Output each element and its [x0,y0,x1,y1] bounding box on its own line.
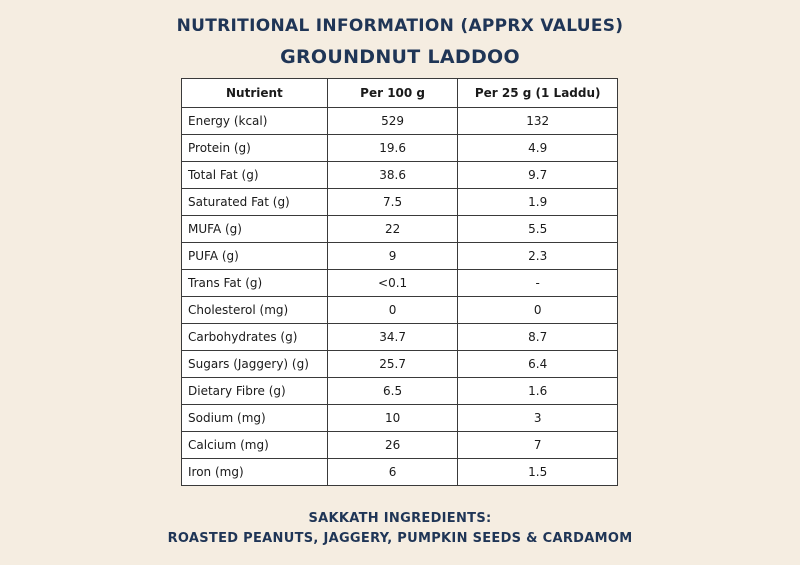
value-per-25g: 0 [458,297,618,324]
table-row [182,270,618,297]
value-per-25g: 2.3 [458,243,618,270]
value-per-100g: 6 [327,459,458,486]
value-per-25g: 1.5 [458,459,618,486]
table-row [182,162,618,189]
value-per-25g: 1.9 [458,189,618,216]
table-row [182,297,618,324]
value-per-100g: 0 [327,297,458,324]
nutrient-name: Trans Fat (g) [182,270,328,297]
page-title: NUTRITIONAL INFORMATION (APPRX VALUES) [176,16,624,36]
nutrient-name: Carbohydrates (g) [182,324,328,351]
value-per-25g: 3 [458,405,618,432]
value-per-100g: 25.7 [327,351,458,378]
nutrient-name: Cholesterol (mg) [182,297,328,324]
table-row [182,135,618,162]
table-row [182,459,618,486]
product-name: GROUNDNUT LADDOO [280,46,520,68]
value-per-100g: 10 [327,405,458,432]
table-row [182,216,618,243]
table-row [182,351,618,378]
value-per-25g: 4.9 [458,135,618,162]
nutrient-name: Sodium (mg) [182,405,328,432]
value-per-100g: 19.6 [327,135,458,162]
nutrient-name: Dietary Fibre (g) [182,378,328,405]
value-per-25g: - [458,270,618,297]
value-per-100g: <0.1 [327,270,458,297]
nutrient-name: Calcium (mg) [182,432,328,459]
table-row [182,324,618,351]
nutrient-name: Energy (kcal) [182,108,328,135]
column-header-nutrient: Nutrient [182,79,328,108]
nutrient-name: Total Fat (g) [182,162,328,189]
table-row [182,189,618,216]
value-per-25g: 5.5 [458,216,618,243]
value-per-100g: 7.5 [327,189,458,216]
value-per-25g: 132 [458,108,618,135]
value-per-100g: 26 [327,432,458,459]
table-row [182,432,618,459]
nutrient-name: MUFA (g) [182,216,328,243]
nutrient-name: Sugars (Jaggery) (g) [182,351,328,378]
value-per-25g: 8.7 [458,324,618,351]
value-per-25g: 6.4 [458,351,618,378]
value-per-25g: 7 [458,432,618,459]
nutrition-table [181,78,618,486]
ingredients-label: SAKKATH INGREDIENTS: [308,511,492,526]
value-per-25g: 9.7 [458,162,618,189]
nutrient-name: Protein (g) [182,135,328,162]
table-header-row [182,79,618,108]
value-per-100g: 9 [327,243,458,270]
nutrient-name: Saturated Fat (g) [182,189,328,216]
value-per-100g: 34.7 [327,324,458,351]
value-per-100g: 38.6 [327,162,458,189]
column-header-per-25g: Per 25 g (1 Laddu) [458,79,618,108]
nutrient-name: Iron (mg) [182,459,328,486]
column-header-per-100g: Per 100 g [327,79,458,108]
table-row [182,378,618,405]
table-row [182,405,618,432]
table-row [182,243,618,270]
value-per-100g: 529 [327,108,458,135]
value-per-25g: 1.6 [458,378,618,405]
value-per-100g: 22 [327,216,458,243]
nutrient-name: PUFA (g) [182,243,328,270]
table-row [182,108,618,135]
ingredients-list: ROASTED PEANUTS, JAGGERY, PUMPKIN SEEDS & CARDAMOM [167,531,633,546]
value-per-100g: 6.5 [327,378,458,405]
